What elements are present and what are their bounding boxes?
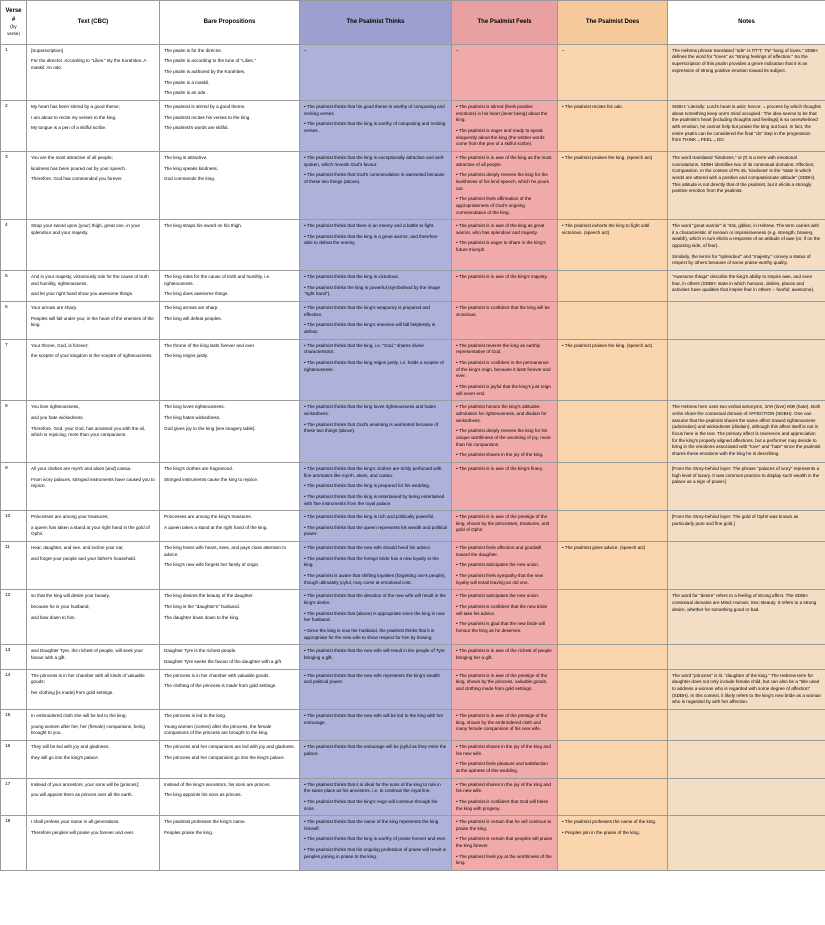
cell-bare-propositions: The psalmist professes the king's name. Peoples praise the king.: [160, 816, 300, 871]
cell-text-cbc: And in your majesty, victoriously ride for the cause of truth and humility, righteousness, and let your right hand show you awesome things.: [27, 271, 160, 302]
cell-bare-propositions: The princess is led to the king. Young women (comes) after the princess, the female companions of the princess are brought to the king.: [160, 709, 300, 740]
cell-bare-propositions: The king arrows are sharp. The king will defeat peoples.: [160, 302, 300, 340]
cell-notes: The word translated "kindness," or חֵן is a term with emotional connotations. SDBH identifies two of its contextual domains: Affection; Compassion. In the context of Ps 45, 'kindness' is the "state in which words are uttered with a positive and compassionate attitude" (SDBH). This attitude is not directly that of the psalmist, but it elicits a strongly positive emotion from the psalmist.: [668, 151, 825, 219]
cell-psalmist-does: • The psalmist exhorts the king to fight until victorious. (speech act): [558, 220, 668, 271]
cell-bare-propositions: The psalmist is stirred by a good theme. The psalmist recites his verses to the king. The psalmist's words are skilful.: [160, 100, 300, 151]
column-header-feels: The Psalmist Feels: [452, 1, 558, 45]
cell-psalmist-does: • The psalmist professes the name of the king. • Peoples join in the praise of the king.: [558, 816, 668, 871]
table-row: [1, 339, 825, 401]
cell-verse-number: 13: [1, 645, 27, 669]
cell-psalmist-feels: • The psalmist is in awe of the king as the most attractive of all people. • The psalmist deeply reveres the king for the lavishness of his kind speech, which he pours out. • The psalmist feels affirmation of the appropriateness of God's ongoing commendation of the king.: [452, 151, 558, 219]
cell-psalmist-thinks: • The psalmist thinks that the new wife represents the king's wealth and political power.: [300, 669, 452, 709]
cell-psalmist-does: • The psalmist gives advice. (speech act): [558, 542, 668, 590]
cell-verse-number: 2: [1, 100, 27, 151]
cell-psalmist-does: [558, 590, 668, 645]
cell-psalmist-thinks: • The psalmist thinks that the king's weaponry is prepared and effective. • The psalmist thinks that the king's enemies will fall helplessly in defeat.: [300, 302, 452, 340]
cell-psalmist-does: [558, 302, 668, 340]
column-header-thinks: The Psalmist Thinks: [300, 1, 452, 45]
table-row: [1, 151, 825, 219]
cell-psalmist-does: [558, 462, 668, 510]
table-row: [1, 401, 825, 463]
cell-psalmist-feels: • The psalmist is in awe of the prestige of the king, shown by the princess, valuable goods, and clothing made from gold settings.: [452, 669, 558, 709]
table-row: [1, 542, 825, 590]
cell-text-cbc: Strap your sword upon (your) thigh, great one, in your splendour and your majesty.: [27, 220, 160, 271]
table-row: [1, 100, 825, 151]
table-row: [1, 511, 825, 542]
cell-psalmist-feels: • The psalmist anticipates the new union. • The psalmist is confident that the new bride will take his advice. • The psalmist is glad that the new bride will honour the king as he deserves.: [452, 590, 558, 645]
cell-psalmist-feels: • The psalmist is in awe of the prestige of the king, shown by the princesses, treasures, and gold of Ophir.: [452, 511, 558, 542]
cell-psalmist-does: [558, 401, 668, 463]
cell-verse-number: 6: [1, 302, 27, 340]
cell-psalmist-thinks: • The psalmist thinks that the name of the king represents the king himself. • The psalmist thinks that the king is worthy of praise forever and ever. • The psalmist thinks that his ongoing profession of praise will result in peoples joining in praise to the king.: [300, 816, 452, 871]
cell-notes: [668, 645, 825, 669]
table-row: [1, 645, 825, 669]
cell-psalmist-does: [558, 740, 668, 778]
cell-bare-propositions: The princess and her companions are led with joy and gladness. The princess and her companions go into the king's palace.: [160, 740, 300, 778]
cell-psalmist-does: [558, 511, 668, 542]
cell-verse-number: 12: [1, 590, 27, 645]
cell-bare-propositions: The king rides for the cause of truth and humility, i.e. righteousness. The king does awesome things.: [160, 271, 300, 302]
cell-psalmist-thinks: • The psalmist thinks that the king is victorious. • The psalmist thinks the king is powerful (symbolised by the image "right hand").: [300, 271, 452, 302]
cell-psalmist-does: [558, 271, 668, 302]
cell-text-cbc: Your arrows are sharp. Peoples will fall under you; in the heart of the enemies of the king.: [27, 302, 160, 340]
cell-notes: [668, 709, 825, 740]
cell-psalmist-feels: • The psalmist shares in the joy of the king and his new wife. • The psalmist is confident that God will bless the king with progeny.: [452, 778, 558, 816]
cell-verse-number: 9: [1, 462, 27, 510]
cell-notes: [668, 740, 825, 778]
cell-verse-number: 7: [1, 339, 27, 401]
cell-bare-propositions: Instead of the king's ancestors, his sons are princes. The king appoints his sons as princes.: [160, 778, 300, 816]
cell-verse-number: 11: [1, 542, 27, 590]
cell-psalmist-thinks: • The psalmist thinks that the devotion of the new wife will result in the king's desire. • The psalmist thinks that (above) is appropriate since the king is now her husband. • Since the king is now her husband, the psalmist thinks that it is appropriate for the new wife to show respect for him by bowing.: [300, 590, 452, 645]
cell-psalmist-thinks: • The psalmist thinks that the king, i.e. "God," shares divine characteristics. • The psalmist thinks that the king reigns justly, i.e. holds a sceptre of righteousness.: [300, 339, 452, 401]
cell-psalmist-thinks: –: [300, 44, 452, 100]
cell-bare-propositions: The king desires the beauty of the daughter. The king is the "daughter's" husband. The daughter bows down to the king.: [160, 590, 300, 645]
cell-psalmist-does: [558, 778, 668, 816]
cell-verse-number: 8: [1, 401, 27, 463]
cell-verse-number: 18: [1, 816, 27, 871]
cell-notes: [From the Story-behind layer: The phrase "palaces of ivory" represents a high level of luxury. It was common practice to display such wealth in the palace as a sign of power.]: [668, 462, 825, 510]
cell-psalmist-thinks: • The psalmist thinks that the king loves righteousness and hates wickedness. • The psalmist thinks that God's anointing is warranted because of these two things (above).: [300, 401, 452, 463]
table-row: [1, 778, 825, 816]
cell-notes: "Awesome things" describe the king's ability to inspire awe, and even fear, in others (SDBH: state in which humans, deities, places and activities have qualities that inspire fear in others -- fearful; awesome).: [668, 271, 825, 302]
cell-notes: [668, 339, 825, 401]
table-row: [1, 271, 825, 302]
cell-text-cbc: My heart has been stirred by a good theme; I am about to recite my verses to the king. My tongue is a pen of a skilful scribe.: [27, 100, 160, 151]
cell-verse-number: 3: [1, 151, 27, 219]
cell-psalmist-feels: • The psalmist is in awe of the prestige of the king, shown by the embroidered cloth and many female companions of his new wife.: [452, 709, 558, 740]
cell-text-cbc: In embroidered cloth she will be led to the king; young women after her, her (female) companions, being brought to you.: [27, 709, 160, 740]
cell-bare-propositions: Daughter Tyre is the richest people. Daughter Tyre seeks the favour of the daughter with a gift.: [160, 645, 300, 669]
table-row: [1, 740, 825, 778]
cell-notes: SDBH: 'Literally: Lord's heart is astir; hence: = process by which thoughts about something keep one's mind occupied.' The idea seems to be that the psalmist's heart [including thoughts and feelings] is so overwhelmed with emotion, he cannot help but praise the king out loud. In fact, the entire psalm can be considered the final "do" step in the progression from THINK→FEEL→DO.: [668, 100, 825, 151]
cell-bare-propositions: The princess is in her chamber with valuable goods. The clothing of the princess is made from gold settings.: [160, 669, 300, 709]
cell-psalmist-feels: • The psalmist feels affection and goodwill toward the daughter. • The psalmist anticipates the new union. • The psalmist feels sympathy that the new loyalty will entail leaving an old one.: [452, 542, 558, 590]
table-header-row: [1, 1, 825, 45]
table-row: [1, 709, 825, 740]
cell-bare-propositions: The throne of the king lasts forever and ever. The king reigns justly.: [160, 339, 300, 401]
cell-verse-number: 5: [1, 271, 27, 302]
cell-verse-number: 1: [1, 44, 27, 100]
cell-notes: The Hebrew here uses two verbal antonyms, אהב (love) שׂנא (hate). Both verbs share the contextual domain of AFFECTION (SDBH). One can assume that the psalmist shares the same affect toward righteousness (admiration) and wickedness (disdain), although this affect itself is not in focus here in the text. The primary affect is reverence and appreciation for the king's properly aligned affections, but a performer may decide to bring in the emotions associated with "love" and "hate" since the psalmist shares these emotions with the king he is describing.: [668, 401, 825, 463]
cell-text-cbc: You are the most attractive of all people; kindness has been poured out by your speech. Therefore, God has commended you forever.: [27, 151, 160, 219]
cell-psalmist-feels: • The psalmist is in awe of the king's finery.: [452, 462, 558, 510]
cell-psalmist-feels: • The psalmist reveres the king as earthly representative of God. • The psalmist is confident in the permanence of the king's reign, because it lasts forever and ever. • The psalmist is joyful that the king's just reign will never end.: [452, 339, 558, 401]
cell-notes: [From the Story-behind layer: The gold of Ophir was known as particularly pure and fine gold.]: [668, 511, 825, 542]
cell-psalmist-thinks: • The psalmist thinks that the king is rich and politically powerful. • The psalmist thinks that the queen represents his wealth and political power.: [300, 511, 452, 542]
cell-psalmist-feels: • The psalmist is in awe of the richest of people bringing her a gift.: [452, 645, 558, 669]
cell-psalmist-does: [558, 669, 668, 709]
cell-psalmist-does: –: [558, 44, 668, 100]
cell-bare-propositions: Princesses are among the king's treasures. A queen takes a stand at the right hand of the king.: [160, 511, 300, 542]
cell-psalmist-does: • The psalmist recites his ode.: [558, 100, 668, 151]
table-row: [1, 44, 825, 100]
cell-verse-number: 10: [1, 511, 27, 542]
cell-notes: [668, 302, 825, 340]
cell-bare-propositions: The king straps his sword on his thigh.: [160, 220, 300, 271]
cell-psalmist-thinks: • The psalmist thinks that the new wife should heed his advice. • The psalmist thinks that the foreign bride has a new loyalty to the king. • The psalmist is aware that shifting loyalties (forgetting one's people), though ultimately joyful, may come at emotional cost.: [300, 542, 452, 590]
cell-text-cbc: Your throne, God, is forever; the sceptre of your kingdom is the sceptre of righteousness.: [27, 339, 160, 401]
cell-verse-number: 14: [1, 669, 27, 709]
cell-psalmist-thinks: • The psalmist thinks that there is an enemy and a battle to fight. • The psalmist thinks that the king is a great warrior, and therefore able to defeat the enemy.: [300, 220, 452, 271]
cell-psalmist-feels: • The psalmist is in awe of the king as great warrior, who has splendour and majesty. • The psalmist is eager to share in the king's future triumph.: [452, 220, 558, 271]
cell-text-cbc: The princess is in her chamber with all kinds of valuable goods; her clothing [is made] from gold settings.: [27, 669, 160, 709]
table-row: [1, 462, 825, 510]
cell-psalmist-feels: –: [452, 44, 558, 100]
cell-psalmist-feels: • The psalmist is certain that he will continue to praise the king. • The psalmist is certain that peoples will praise the king forever. • The psalmist feels joy at the worthiness of the king.: [452, 816, 558, 871]
column-header-text: Text (CBC): [27, 1, 160, 45]
table-row: [1, 816, 825, 871]
cell-psalmist-does: • The psalmist praises the king. (speech act): [558, 339, 668, 401]
column-header-verse-label: Verse #: [5, 8, 22, 23]
cell-psalmist-thinks: • The psalmist thinks that it is ideal for the sons of the king to rule in the same place as his ancestors, i.e. to continue the royal line. • The psalmist thinks that the king's reign will continue through his sons.: [300, 778, 452, 816]
column-header-bare-propositions: Bare Propositions: [160, 1, 300, 45]
table-row: [1, 669, 825, 709]
cell-text-cbc: I shall profess your name in all generations. Therefore peoples will praise you forever and ever.: [27, 816, 160, 871]
cell-verse-number: 17: [1, 778, 27, 816]
column-header-verse: [1, 1, 27, 45]
cell-psalmist-thinks: • The psalmist thinks that the king's clothes are richly perfumed with fine aromatics like myrrh, aloes, and cassia. • The psalmist thinks that the king is prepared for his wedding. • The psalmist thinks that the king is entertained by being entertained with fine instruments from the royal palace.: [300, 462, 452, 510]
cell-text-cbc: so that the king will desire your beauty, because he is your husband, and bow down to him.: [27, 590, 160, 645]
cell-bare-propositions: The king's clothes are fragranced. Stringed instruments cause the king to rejoice.: [160, 462, 300, 510]
cell-notes: [668, 542, 825, 590]
cell-psalmist-feels: • The psalmist shares in the joy of the king and his new wife. • The psalmist feels pleasure and satisfaction at the aptness of this wedding.: [452, 740, 558, 778]
cell-psalmist-does: [558, 709, 668, 740]
cell-text-cbc: Princesses are among your treasures; a queen has taken a stand at your right hand in the gold of Ophir.: [27, 511, 160, 542]
cell-notes: The word "princess" is lit. "daughter of the king." The Hebrew term for daughter does not only include female child, but can also be a "title used to address a woman who is regarded with some degree of affection" (SDBH). In this context, it likely refers to the king's new bride as a woman who is regarded by with her affection.: [668, 669, 825, 709]
cell-notes: The word "great warrior" is גִּבּוֹר, gibbor, in Hebrew. The term carries with it a characteristic of renown or impressiveness (e.g. strength, bravery, wealth), which in turn elicits a response of an attitude of awe (or, if on the opposing side, of fear). Similarly, the terms for "splendour" and "majesty," convey a status of respect by others because of some praise-worthy quality.: [668, 220, 825, 271]
cell-notes: [668, 816, 825, 871]
cell-text-cbc: and Daughter Tyre, the richest of people, will seek your favour with a gift.: [27, 645, 160, 669]
cell-psalmist-thinks: • The psalmist thinks that his good theme is worthy of composing and reciting verses. • The psalmist thinks that the king is worthy of composing and reciting verses.: [300, 100, 452, 151]
table-body: [1, 44, 825, 870]
table-row: [1, 220, 825, 271]
cell-verse-number: 4: [1, 220, 27, 271]
cell-psalmist-thinks: • The psalmist thinks that the entourage will be joyful as they enter the palace.: [300, 740, 452, 778]
cell-psalmist-feels: • The psalmist honors the king's attitudes: admiration for righteousness, and disdain for wickedness. • The psalmist deeply reveres the king for his unique worthiness of the anointing of joy, more than his companions. • The psalmist shares in the joy of the king.: [452, 401, 558, 463]
cell-text-cbc: [Superscription] For the director. According to "Lilies." By the Korahites. A maskil. An ode.: [27, 44, 160, 100]
cell-psalmist-thinks: • The psalmist thinks that the new wife will result in the people of Tyre bringing a gift.: [300, 645, 452, 669]
cell-psalmist-thinks: • The psalmist thinks that the king is exceptionally attractive and well-spoken, which reveals God's favour. • The psalmist thinks that God's commendation is warranted because of these two things (above).: [300, 151, 452, 219]
cell-text-cbc: All your clothes are myrrh and aloes [and] cassia. From ivory palaces, stringed instruments have caused you to rejoice.: [27, 462, 160, 510]
cell-text-cbc: You love righteousness, and you hate wickedness. Therefore, God, your God, has anointed you with the oil, which is rejoicing, more than your companions.: [27, 401, 160, 463]
cell-psalmist-does: • The psalmist praises the king. (speech act): [558, 151, 668, 219]
column-header-does: The Psalmist Does: [558, 1, 668, 45]
cell-bare-propositions: The king is attractive. The king speaks kindness. God commends the king.: [160, 151, 300, 219]
cell-notes: [668, 778, 825, 816]
cell-notes: The word for "desire" refers to a feeling of strong affect. The SDBH contextual domains are Mind; Human; Sex; Beauty. It refers to a strong desire, whether for something good or bad.: [668, 590, 825, 645]
cell-verse-number: 16: [1, 740, 27, 778]
cell-text-cbc: Hear, daughter, and see, and incline your ear, and forget your people and your father's household.: [27, 542, 160, 590]
column-header-verse-sublabel: (by verse): [7, 24, 20, 37]
cell-psalmist-thinks: • The psalmist thinks that the new wife will be led to the king with her entourage.: [300, 709, 452, 740]
column-header-notes: Notes: [668, 1, 825, 45]
cell-notes: The Hebrew phrase translated "ode" is שִׁיר יְדִידֹת "song of loves." SDBH defines the word for "loves" as "strong feelings of affection." So the superscription of this psalm provides a genre indication that it is an expression of strong positive emotion toward its subject.: [668, 44, 825, 100]
cell-text-cbc: They will be led with joy and gladness; they will go into the king's palace.: [27, 740, 160, 778]
cell-psalmist-does: [558, 645, 668, 669]
cell-psalmist-feels: • The psalmist is in awe of the king's majesty.: [452, 271, 558, 302]
cell-psalmist-feels: • The psalmist is confident that the king will be victorious.: [452, 302, 558, 340]
cell-psalmist-feels: • The psalmist is stirred (feels positive emotions) in his heart (inner being) about the king. • The psalmist is eager and ready to speak eloquently about the king (the written words come from the pen of a skilful scribe).: [452, 100, 558, 151]
cell-bare-propositions: The king hears wife hears, sees, and pays close attention to advice. The king's new wife forgets her family of origin.: [160, 542, 300, 590]
table-row: [1, 590, 825, 645]
cell-text-cbc: Instead of your ancestors, your sons will be [princes]; you will appoint them as princes over all the earth.: [27, 778, 160, 816]
cell-bare-propositions: The king loves righteousness. The king hates wickedness. God gives joy to the king [see imagery table].: [160, 401, 300, 463]
cell-bare-propositions: The psalm is for the director. The psalm is according to the tune of "Lilies." The psalm is authored by the Korahites. The psalm is a maskil. The psalm is an ode.: [160, 44, 300, 100]
table-row: [1, 302, 825, 340]
cell-verse-number: 15: [1, 709, 27, 740]
